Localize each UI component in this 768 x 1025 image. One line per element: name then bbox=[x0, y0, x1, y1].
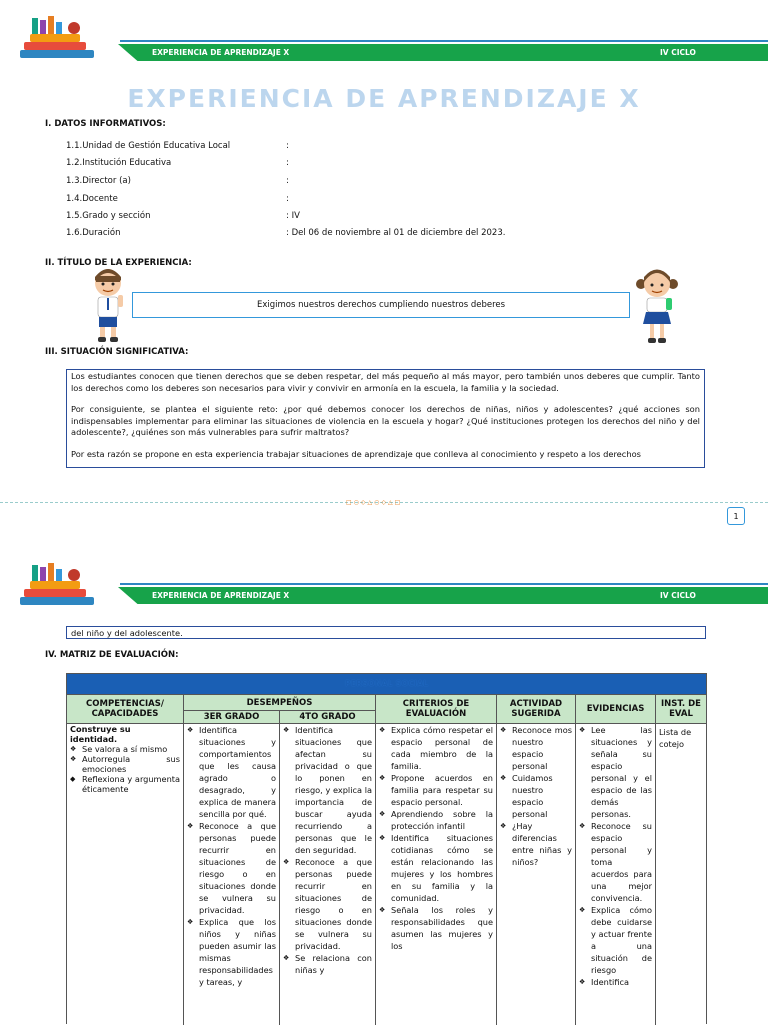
actividad-item: ❖ ¿Hay diferencias entre niñas y niños? bbox=[500, 820, 572, 868]
actividad-item: ❖ Reconoce mos nuestro espacio personal bbox=[500, 724, 572, 772]
info-label: 1.2.Institución Educativa bbox=[66, 158, 172, 168]
competencia-item: ❖ Autorregula sus emociones bbox=[70, 754, 180, 774]
books-logo bbox=[18, 561, 98, 607]
criterio-item: ❖ Aprendiendo sobre la protección infantil bbox=[379, 808, 493, 832]
criterio-item: ❖ Identifica situaciones cotidianas cómo se están relacionando las mujeres y los hombres en su familia y la comunidad. bbox=[379, 832, 493, 904]
header-left-text: EXPERIENCIA DE APRENDIZAJE X bbox=[152, 48, 290, 57]
grado4-item: ❖ Reconoce a que personas puede recurrir en situaciones de riesgo o en situaciones donde se vulnera su privacidad. bbox=[283, 856, 372, 952]
evidencia-item: ❖ Reconoce su espacio personal y toma acuerdos para una mejor convivencia. bbox=[579, 820, 652, 904]
situation-continuation bbox=[66, 626, 706, 639]
grado4-item: ❖ Identifica situaciones que afectan su privacidad o que lo ponen en riesgo, y explica la importancia de buscar ayuda recurriendo a personas que le den seguridad. bbox=[283, 724, 372, 856]
decorative-shapes: □○◇△○◇△□ bbox=[346, 499, 403, 506]
situation-continuation-text: del niño y del adolescente. bbox=[71, 628, 183, 638]
section-2-heading: II. TÍTULO DE LA EXPERIENCIA: bbox=[45, 258, 192, 268]
section-1-heading: I. DATOS INFORMATIVOS: bbox=[45, 119, 166, 129]
info-label: 1.1.Unidad de Gestión Educativa Local bbox=[66, 141, 231, 151]
evidencia-item: ❖ Lee las situaciones y señala su espacio personal y el espacio de las demás personas. bbox=[579, 724, 652, 820]
girl-illustration bbox=[636, 268, 678, 346]
header-grado4: 4TO GRADO bbox=[279, 710, 376, 724]
info-value: : IV bbox=[286, 211, 300, 221]
evidencia-item: ❖ Identifica bbox=[579, 976, 652, 988]
evidencias-cell bbox=[575, 724, 655, 1025]
inst-value: Lista de cotejo bbox=[659, 727, 692, 749]
actividad-cell bbox=[496, 724, 575, 1025]
info-value: : bbox=[286, 141, 289, 151]
header-competencias: COMPETENCIAS/ CAPACIDADES bbox=[66, 694, 184, 724]
info-value: : bbox=[286, 194, 289, 204]
info-label: 1.6.Duración bbox=[66, 228, 121, 238]
header-criterios: CRITERIOS DE EVALUACIÓN bbox=[375, 694, 497, 724]
actividad-item: ❖ Cuidamos nuestro espacio personal bbox=[500, 772, 572, 820]
info-value: : Del 06 de noviembre al 01 de diciembre del 2023. bbox=[286, 228, 506, 238]
header-actividad: ACTIVIDAD SUGERIDA bbox=[496, 694, 576, 724]
criterio-item: ❖ Explica cómo respetar el espacio personal de cada miembro de la familia. bbox=[379, 724, 493, 772]
boy-illustration bbox=[88, 267, 128, 345]
page-number: 1 bbox=[727, 507, 745, 525]
criterio-item: ❖ Señala los roles y responsabilidades que asumen las mujeres y los bbox=[379, 904, 493, 952]
grado3-item: ❖ Identifica situaciones y comportamientos que les causa agrado o desagrado, y explica de manera sencilla por qué. bbox=[187, 724, 276, 820]
competencia-item: ❖ Se valora a sí mismo bbox=[70, 744, 180, 754]
inst-cell bbox=[655, 724, 706, 1025]
criterio-item: ❖ Propone acuerdos en familia para respetar su espacio personal. bbox=[379, 772, 493, 808]
header-inst: INST. DE EVAL bbox=[655, 694, 707, 724]
header-rule bbox=[120, 583, 768, 585]
info-value: : bbox=[286, 158, 289, 168]
section-4-heading: IV. MATRIZ DE EVALUACIÓN: bbox=[45, 650, 179, 660]
books-logo bbox=[18, 14, 98, 60]
situation-paragraph: Por esta razón se propone en esta experiencia trabajar situaciones de aprendizaje que conlleva al conocimiento y respeto a los derechos bbox=[71, 448, 642, 459]
header-rule bbox=[120, 40, 768, 42]
info-label: 1.5.Grado y sección bbox=[66, 211, 151, 221]
info-label: 1.4.Docente bbox=[66, 194, 118, 204]
evaluation-table bbox=[66, 673, 707, 1024]
page-title: EXPERIENCIA DE APRENDIZAJE X bbox=[127, 84, 641, 113]
experience-title: Exigimos nuestros derechos cumpliendo nuestros deberes bbox=[256, 300, 506, 310]
grado4-cell bbox=[279, 724, 375, 1025]
competencias-cell bbox=[67, 724, 183, 1025]
competencia-title: Construye su identidad. bbox=[70, 724, 131, 744]
info-value: : bbox=[286, 176, 289, 186]
grado3-cell bbox=[183, 724, 279, 1025]
header-desempenos: DESEMPEÑOS bbox=[183, 694, 376, 711]
grado3-item: ❖ Explica que los niños y niñas pueden asumir las mismas responsabilidades y tareas, y bbox=[187, 916, 276, 988]
experience-title-box bbox=[132, 292, 630, 318]
header-left-text: EXPERIENCIA DE APRENDIZAJE X bbox=[152, 591, 290, 600]
grado4-item: ❖ Se relaciona con niñas y bbox=[283, 952, 372, 976]
grado3-item: ❖ Reconoce a que personas puede recurrir en situaciones de riesgo o en situaciones donde se vulnera su privacidad. bbox=[187, 820, 276, 916]
section-3-heading: III. SITUACIÓN SIGNIFICATIVA: bbox=[45, 347, 189, 357]
situation-paragraph: Los estudiantes conocen que tienen derechos que se deben respetar, del más pequeño al más mayor, pero también unos deberes que cumplir. Tanto los derechos como los deberes son necesarios para vivir y convivir en armonía en la escuela, la familia y la sociedad. bbox=[71, 371, 700, 393]
criterios-cell bbox=[375, 724, 496, 1025]
header-evidencias: EVIDENCIAS bbox=[575, 694, 656, 724]
situation-paragraph: Por consiguiente, se plantea el siguiente reto: ¿por qué debemos conocer los derechos de niñas, niños y adolescentes? ¿qué acciones son indispensables implementar para eliminar las situaciones de violencia en la escuela y hogar? ¿Qué instituciones protegen los derechos del niño y del adolescente?, ¿quiénes son más vulnerables para sufrir maltratos? bbox=[71, 404, 700, 437]
header-right-text: IV CICLO bbox=[660, 591, 696, 600]
competencia-item: ◆ Reflexiona y argumenta éticamente bbox=[70, 774, 180, 794]
situation-box bbox=[66, 369, 705, 468]
header-grado3: 3ER GRADO bbox=[183, 710, 280, 724]
table-title: PERSONAL SOCIAL bbox=[67, 674, 706, 694]
info-label: 1.3.Director (a) bbox=[66, 176, 131, 186]
evidencia-item: ❖ Explica cómo debe cuidarse y actuar frente a una situación de riesgo bbox=[579, 904, 652, 976]
header-right-text: IV CICLO bbox=[660, 48, 696, 57]
